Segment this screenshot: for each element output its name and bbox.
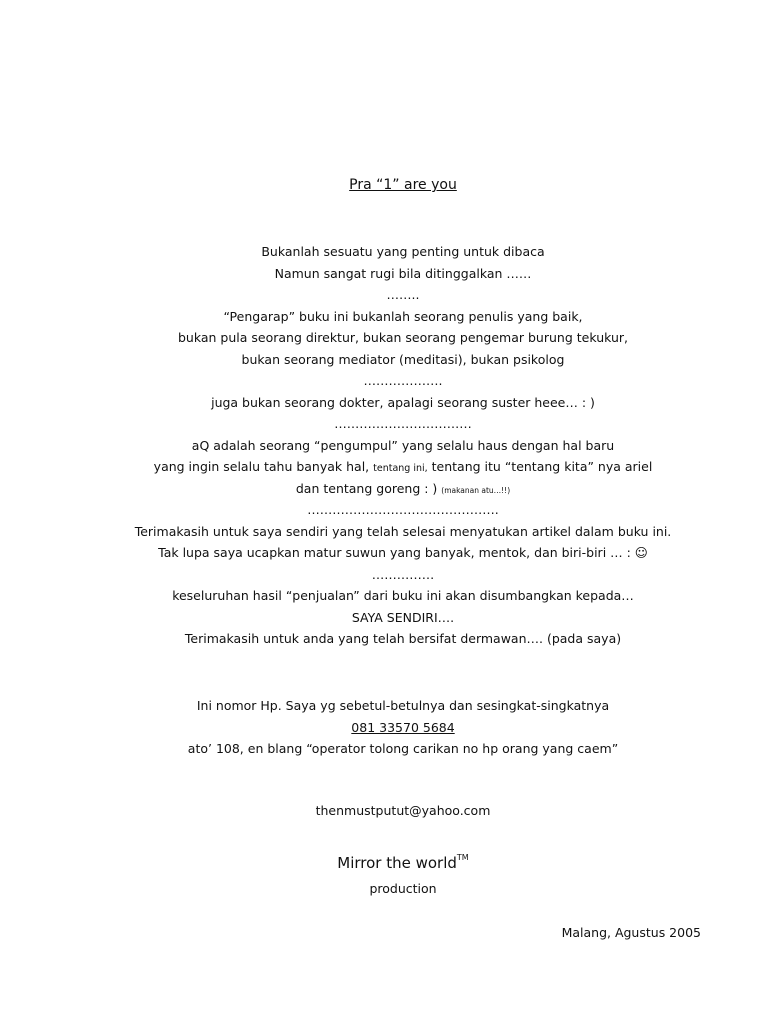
brand-text: Mirror the world — [337, 854, 457, 872]
text-line: bukan pula seorang direktur, bukan seorang pengemar burung tekukur, — [177, 330, 629, 345]
text-line: ………………………………………. — [307, 502, 499, 517]
text-line: juga bukan seorang dokter, apalagi seorang suster heee… : ) — [211, 394, 595, 410]
text-line: Terimakasih untuk anda yang telah bersifat dermawan…. (pada saya) — [184, 631, 622, 646]
text-line — [0, 478, 768, 500]
text-line — [0, 456, 768, 478]
text-segment-small: (makanan atu…!!) — [441, 485, 511, 495]
text-segment: dan tentang goreng : ) — [295, 480, 442, 496]
text-line: …………………………… — [334, 416, 472, 431]
page-title: Pra “1” are you — [349, 177, 457, 193]
contact-intro: Ini nomor Hp. Saya yg sebetul-betulnya dan sesingkat-singkatnya — [196, 698, 610, 713]
intro-text — [0, 241, 768, 650]
text-segment-small: tentang ini, — [373, 463, 428, 474]
trademark-mark: TM — [456, 853, 469, 862]
text-line: SAYA SENDIRI…. — [351, 609, 455, 625]
brand-name — [0, 853, 768, 872]
text-line: Namun sangat rugi bila ditinggalkan …… — [274, 265, 532, 281]
phone-number — [0, 717, 768, 739]
contact-alt: ato’ 108, en blang “operator tolong carikan no hp orang yang caem” — [187, 741, 619, 756]
text-line: ………………. — [363, 373, 443, 388]
signoff-place-date: Malang, Agustus 2005 — [561, 925, 701, 940]
email-address[interactable]: thenmustputut@yahoo.com — [315, 803, 491, 818]
text-line: keseluruhan hasil “penjualan” dari buku ini akan disumbangkan kepada… — [172, 588, 634, 603]
phone-link[interactable]: 081 33570 5684 — [351, 719, 455, 735]
text-line: Bukanlah sesuatu yang penting untuk dibaca — [261, 244, 545, 259]
text-line: …….. — [386, 287, 420, 302]
text-line: bukan seorang mediator (meditasi), bukan psikolog — [241, 351, 565, 367]
text-line: “Pengarap” buku ini bukanlah seorang penulis yang baik, — [223, 308, 583, 324]
contact-section — [0, 695, 768, 760]
text-line: Terimakasih untuk saya sendiri yang telah selesai menyatukan artikel dalam buku ini. — [134, 523, 672, 539]
brand-subtitle: production — [369, 881, 437, 896]
text-segment: yang ingin selalu tahu banyak hal, — [153, 459, 374, 474]
text-line: …………… — [371, 566, 435, 582]
text-segment: tentang itu “tentang kita” nya ariel — [427, 459, 653, 474]
text-line: Tak lupa saya ucapkan matur suwun yang banyak, mentok, dan biri-biri … : ☺ — [158, 545, 648, 560]
text-line: aQ adalah seorang “pengumpul” yang selalu haus dengan hal baru — [191, 437, 615, 453]
